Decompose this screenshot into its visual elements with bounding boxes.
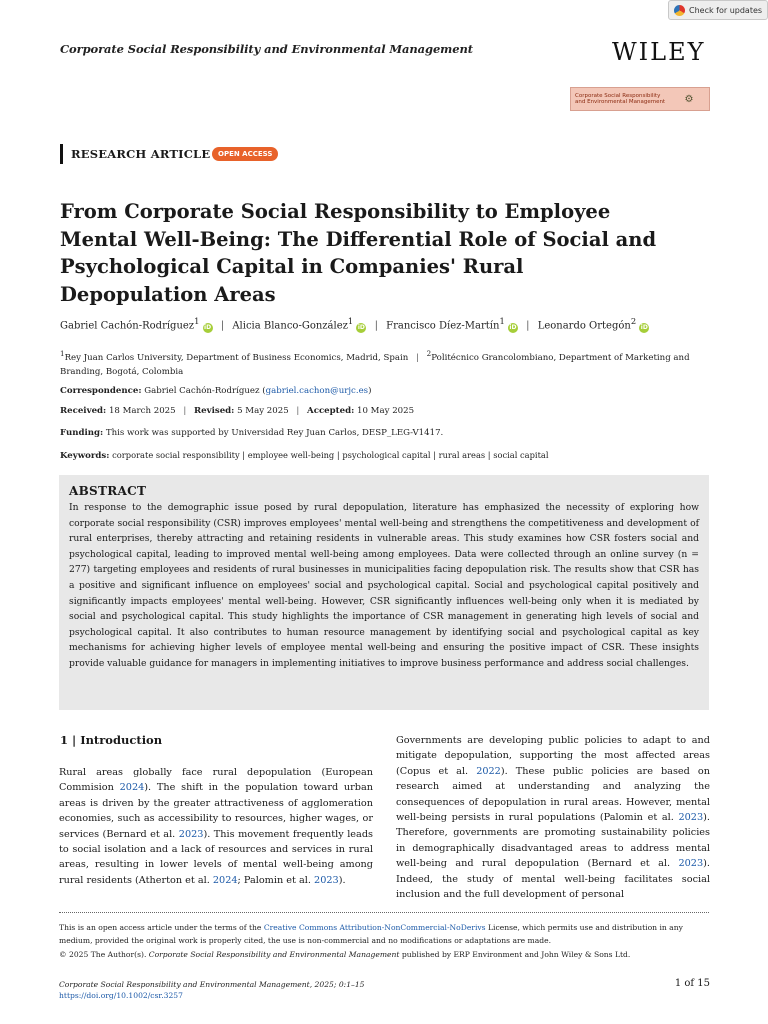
affiliation-1: Rey Juan Carlos University, Department of Business Economics, Madrid, Spain — [64, 352, 409, 363]
orcid-icon[interactable]: iD — [640, 324, 648, 332]
body-column-right: Governments are developing public policies to adapt to and mitigate depopulation, supporting the most affected areas (Copus et al. 2022). These public policies are based on research aimed at understanding and analyzing the consequences of depopulation in rural areas. However, mental well-being persists in rural populations (Palomin et al. 2023). Therefore, governments are promoting sustainability policies in demographically disadvantaged areas to address mental well-being and rural depopulation (Bernard et al. 2023). Indeed, the study of mental well-being facilitates social inclusion and the full development of personal — [396, 735, 710, 901]
article-type: RESEARCH ARTICLE — [71, 147, 211, 161]
footer-citation: Corporate Social Responsibility and Environmental Management, 2025; 0:1–15 — [59, 980, 365, 989]
affil-sup: 1 — [60, 349, 65, 358]
author-affil-sup: 2 — [630, 316, 637, 326]
keywords-text: corporate social responsibility | employee well-being | psychological capital | rural areas | social capital — [112, 450, 549, 460]
author-separator: | — [374, 320, 378, 332]
abstract-heading: ABSTRACT — [69, 484, 147, 498]
footnote-divider — [59, 912, 709, 913]
journal-cover-thumbnail[interactable] — [570, 87, 710, 111]
body-column-left: Rural areas globally face rural depopulation (European Commision 2024). The shift in the population toward urban areas is driven by the greater attractiveness of agglomeration economies, such as accessibility to resources, higher wages, or services (Bernard et al. 2023). This movement frequently leads to social isolation and a lack of resources and services in rural areas, resulting in lower levels of mental well-being among rural residents (Atherton et al. 2024; Palomin et al. 2023). — [59, 767, 373, 886]
article-title: From Corporate Social Responsibility to Employee Mental Well-Being: The Differential Role of Social and Psychological Capital in Companies' Rural Depopulation Areas — [60, 200, 657, 306]
page-number: 1 of 15 — [674, 978, 710, 989]
funding-text: This work was supported by Universidad Rey Juan Carlos, DESP_LEG-V1417. — [105, 428, 444, 438]
journal-name: Corporate Social Responsibility and Environmental Management — [60, 42, 473, 56]
accepted-date: 10 May 2025 — [357, 406, 415, 416]
citation-link[interactable]: 2024 — [212, 874, 238, 886]
received-label: Received: — [60, 406, 107, 416]
citation-link[interactable]: 2022 — [476, 765, 501, 777]
citation-link[interactable]: 2023 — [678, 812, 704, 824]
date-separator: | — [183, 406, 187, 416]
affil-separator: | — [416, 352, 419, 363]
article-dates — [60, 406, 720, 416]
affiliations — [60, 347, 710, 379]
cc-license-link[interactable]: Creative Commons Attribution-NonCommercial-NoDerivs — [263, 923, 486, 932]
keywords — [60, 450, 720, 461]
license-note: This is an open access article under the terms of the Creative Commons Attribution-NonCommercial-NoDerivs License, which permits use and distribution in any medium, provided the original work is properly cited, the use is non-commercial and no modifications or adaptations are made. © 2025 The Author(s). Corporate Social Responsibility and Environmental Management published by ERP Environment and John Wiley & Sons Ltd. — [59, 923, 683, 959]
cover-art-icon: ⚙ — [684, 93, 694, 105]
orcid-icon[interactable]: iD — [204, 324, 212, 332]
citation-link[interactable]: 2023 — [314, 874, 339, 886]
keywords-label: Keywords: — [60, 451, 110, 461]
affil-sup: 2 — [426, 349, 432, 358]
article-type-bar — [60, 144, 63, 164]
author-separator: | — [220, 320, 225, 332]
accepted-label: Accepted: — [307, 406, 355, 416]
affiliation-2: Politécnico Grancolombiano, Department of Marketing and Branding, Bogotá, Colombia — [60, 352, 690, 377]
doi-link[interactable]: https://doi.org/10.1002/csr.3257 — [59, 991, 183, 1000]
correspondence-email-link[interactable]: gabriel.cachon@urjc.es — [265, 386, 369, 396]
revised-label: Revised: — [193, 406, 235, 416]
author-list — [60, 316, 720, 333]
citation-link[interactable]: 2023 — [178, 828, 204, 840]
author-name[interactable]: Francisco Díez-Martín — [386, 320, 500, 332]
publisher-logo: WILEY — [612, 38, 706, 66]
abstract-box — [59, 475, 709, 710]
author-affil-sup: 1 — [499, 316, 505, 326]
correspondence-label: Correspondence: — [60, 386, 142, 396]
section-heading-introduction: 1 | Introduction — [60, 733, 163, 747]
funding — [60, 428, 720, 438]
citation-link[interactable]: 2024 — [119, 782, 145, 794]
orcid-icon[interactable]: iD — [509, 324, 517, 332]
author-separator: | — [526, 320, 530, 332]
check-for-updates-label: Check for updates — [689, 5, 763, 15]
orcid-icon[interactable]: iD — [357, 324, 365, 332]
check-for-updates-button[interactable] — [668, 0, 768, 20]
received-date: 18 March 2025 — [108, 406, 176, 416]
cover-text: Corporate Social Responsibility and Environmental Management — [575, 93, 666, 105]
citation-link[interactable]: 2023 — [678, 858, 704, 870]
author-affil-sup: 1 — [347, 316, 354, 326]
funding-label: Funding: — [60, 428, 104, 438]
correspondence: Correspondence: Gabriel Cachón-Rodríguez (gabriel.cachon@urjc.es) — [60, 386, 372, 396]
author-affil-sup: 1 — [194, 316, 200, 326]
date-separator: | — [296, 406, 300, 416]
correspondence-name: Gabriel Cachón-Rodríguez — [144, 386, 260, 396]
crossmark-icon — [674, 5, 685, 16]
abstract-text: In response to the demographic issue posed by rural depopulation, literature has emphasized the necessity of exploring how corporate social responsibility (CSR) improves employees' mental well-being and strengthens the competitiveness and development of rural enterprises, thereby attracting and retaining residents in vulnerable areas. This study examines how CSR fosters social and psychological capital, leading to improved mental well-being among employees. Data were collected through an online survey (n = 277) targeting employees and residents of rural businesses in municipalities facing depopulation risk. The results show that CSR has a positive and significant influence on employees' social and psychological capital. Social and psychological capital positively and significantly impacts employees' mental well-being. However, CSR significantly influences well-being only when it is mediated by social and psychological capital. This study highlights the importance of CSR management in generating high levels of social and psychological capital. It also contributes to human resource management by identifying social and psychological capital as key mechanisms for achieving higher levels of employee mental well-being and ensuring the positive impact of CSR. These insights provide valuable guidance for managers in implementing initiatives to improve business performance and address social challenges. — [69, 502, 699, 669]
open-access-badge: OPEN ACCESS — [212, 147, 278, 161]
revised-date: 5 May 2025 — [237, 406, 289, 416]
author-name[interactable]: Alicia Blanco-González — [232, 320, 348, 332]
author-name[interactable]: Leonardo Ortegón — [537, 320, 631, 332]
author-name[interactable]: Gabriel Cachón-Rodríguez — [60, 320, 195, 332]
